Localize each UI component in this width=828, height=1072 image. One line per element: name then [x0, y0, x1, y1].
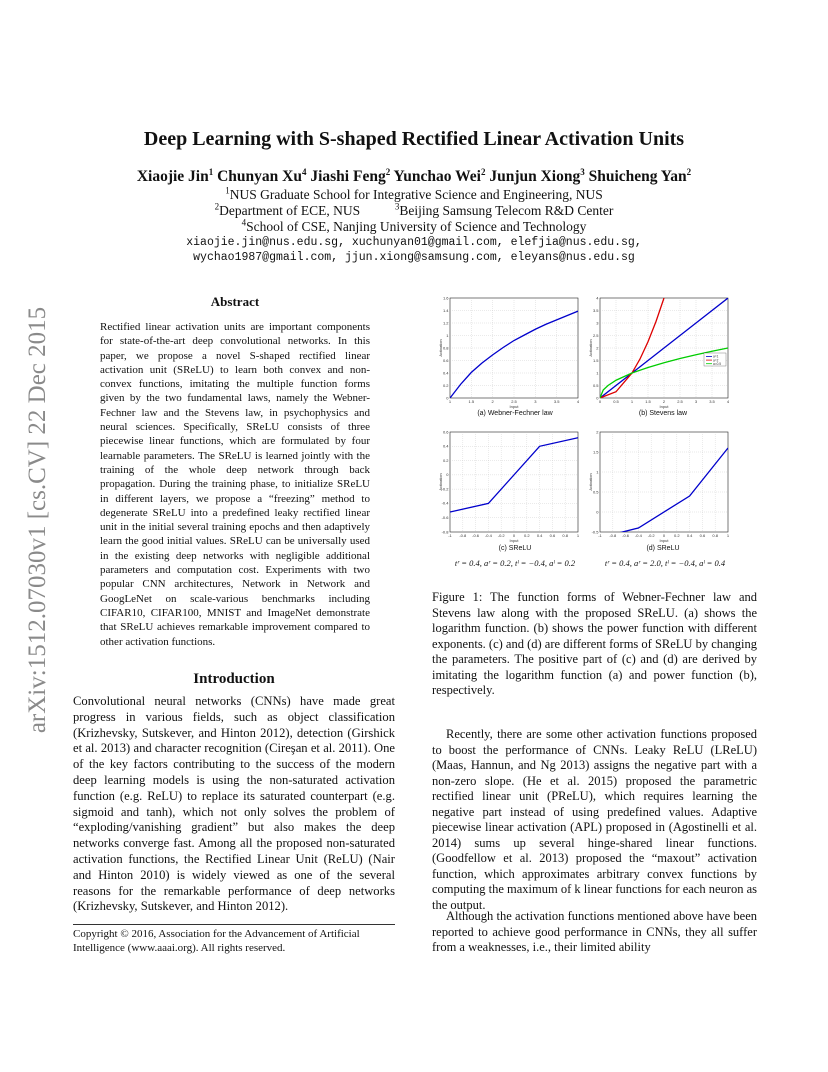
x-tick-label: 0.2	[674, 533, 680, 538]
y-axis-label: Activation	[588, 339, 593, 357]
y-tick-label: 1.4	[442, 307, 449, 313]
y-axis-label: Activation	[438, 339, 443, 357]
affiliation: $^1$NUS Graduate School for Integrative Science and Engineering, NUS	[225, 185, 603, 202]
x-tick-label: 1	[576, 533, 580, 538]
y-tick-label: 3	[596, 320, 599, 326]
x-tick-label: 0.5	[613, 399, 619, 404]
email-line: xiaojie.jin@nus.edu.sg, xuchunyan01@gmail.com, elefjia@nus.edu.sg,	[186, 236, 642, 249]
y-tick-label: 0	[596, 395, 599, 401]
chart-svg	[440, 430, 590, 542]
x-tick-label: -0.2	[647, 533, 655, 538]
y-tick-label: 0.2	[442, 382, 449, 388]
abstract-heading: Abstract	[210, 294, 260, 309]
chart-svg	[440, 296, 590, 408]
introduction-heading: Introduction	[193, 671, 275, 687]
author: Xiaojie Jin$^1$	[136, 166, 214, 185]
x-tick-label: 4	[726, 399, 730, 404]
body-paragraph: Although the activation functions mentioned above have been reported to achieve good performance in CNNs, they all suffer from a weaknesses, i.e., their limited ability	[432, 909, 757, 954]
y-axis-label: Activation	[588, 473, 593, 491]
x-axis-label: Input	[659, 538, 669, 543]
y-axis-label: Activation	[438, 473, 443, 491]
y-tick-label: 0.4	[442, 443, 449, 449]
x-tick-label: -0.8	[459, 533, 467, 538]
chart-svg	[590, 430, 740, 542]
x-tick-label: 2	[491, 399, 494, 404]
legend-label: a=1	[713, 354, 719, 359]
paper-title: Deep Learning with S-shaped Rectified Linear Activation Units	[143, 128, 685, 150]
y-tick-label: -0.6	[441, 515, 449, 521]
chart-d	[590, 430, 740, 542]
arxiv-stamp-text: arXiv:1512.07030v1 [cs.CV] 22 Dec 2015	[24, 306, 51, 734]
y-tick-label: 1	[446, 332, 449, 338]
subfigure-label-a: (a) Webner-Fechner law	[477, 410, 553, 417]
x-tick-label: -0.6	[622, 533, 630, 538]
y-tick-label: 0.5	[592, 382, 599, 388]
author: Junjun Xiong$^3$	[489, 166, 585, 185]
author: Chunyan Xu$^4$	[217, 166, 307, 185]
x-tick-label: -0.4	[634, 533, 642, 538]
x-tick-label: 0.8	[562, 533, 568, 538]
chart-a	[440, 296, 590, 408]
x-tick-label: 1	[726, 533, 730, 538]
y-tick-label: 1.2	[442, 320, 449, 326]
author: Jiashi Feng$^2$	[310, 166, 391, 185]
y-tick-label: 1.5	[592, 449, 599, 455]
author: Yunchao Wei$^2$	[393, 166, 486, 185]
affiliation: $^2$Department of ECE, NUS $^3$Beijing Samsung Telecom R&D Center	[214, 201, 614, 218]
x-tick-label: 0.4	[686, 533, 693, 538]
y-tick-label: 1	[596, 469, 599, 475]
x-tick-label: 3.5	[553, 399, 560, 404]
subfigure-label-b: (b) Stevens law	[638, 410, 688, 417]
y-tick-label: -0.4	[441, 500, 449, 506]
x-tick-label: 2.5	[677, 399, 683, 404]
x-tick-label: -0.6	[472, 533, 480, 538]
chart-c	[440, 430, 590, 542]
legend-label: a=2	[713, 358, 719, 363]
x-axis-label: Input	[659, 404, 669, 409]
email-line: wychao1987@gmail.com, jjun.xiong@samsung.com, eleyans@nus.edu.sg	[193, 251, 635, 264]
x-tick-label: -0.8	[609, 533, 617, 538]
y-tick-label: 0.8	[442, 345, 449, 351]
x-tick-label: 1.5	[468, 399, 475, 404]
y-tick-label: 0.2	[442, 457, 449, 463]
x-axis-label: Input	[509, 404, 519, 409]
x-tick-label: 0.8	[712, 533, 718, 538]
y-tick-label: 1.5	[592, 357, 599, 363]
body-paragraph: Recently, there are some other activation functions proposed to boost the performance of CNNs. Leaky ReLU (LReLU) (Maas, Hannun, and Ng 2013) assigns the negative part with a non-zero slope. (He et al. 2015) proposed the parametric rectified linear unit (PReLU), which requires learning the negative part instead of using predefined values. Adaptive piecewise linear activation (APL) proposed in (Agostinelli et al. 2014) sums up several hinge-shared linear functions. (Goodfellow et al. 2013) proposed the “maxout” activation function, which approximates arbitrary convex functions by computing the maximum of k linear functions for each neuron as the output.	[432, 727, 757, 912]
chart-svg	[590, 296, 740, 408]
subfigure-label-d: (d) SReLU	[646, 545, 680, 552]
y-tick-label: 2	[596, 345, 599, 351]
x-tick-label: -1	[598, 533, 602, 538]
y-tick-label: 0	[596, 509, 599, 515]
author-list	[0, 168, 828, 186]
y-tick-label: 0.4	[442, 370, 449, 376]
y-tick-label: -0.5	[591, 529, 599, 535]
y-tick-label: 2.5	[592, 332, 599, 338]
y-tick-label: 2	[596, 429, 599, 435]
affiliation: $^4$School of CSE, Nanjing University of Science and Technology	[241, 217, 587, 234]
y-tick-label: -0.8	[441, 529, 449, 535]
chart-b	[590, 296, 740, 408]
legend-label: a=0.5	[713, 361, 722, 366]
params-c: tʳ = 0.4, aʳ = 0.2, tˡ = −0.4, aˡ = 0.2	[454, 558, 576, 568]
x-tick-label: 3	[694, 399, 698, 404]
x-axis-label: Input	[509, 538, 519, 543]
x-tick-label: 4	[576, 399, 580, 404]
x-tick-label: 0	[512, 533, 516, 538]
y-tick-label: 0	[446, 472, 449, 478]
x-tick-label: 0	[598, 399, 602, 404]
x-tick-label: 0.4	[536, 533, 543, 538]
x-tick-label: 3	[534, 399, 537, 404]
y-tick-label: -0.2	[441, 486, 449, 492]
y-tick-label: 0.5	[592, 489, 599, 495]
y-tick-label: 1	[596, 370, 599, 376]
x-tick-label: 3.5	[709, 399, 715, 404]
introduction-body: Convolutional neural networks (CNNs) have made great progress in various fields, such as object classification (Krizhevsky, Sutskever, and Hinton 2012), detection (Girshick et al. 2013) and character recognition (Cireşan et al. 2011). One of the key factors contributing to the success of the modern deep learning models is using the non-saturated activation function (e.g. ReLU) to replace its saturated counterpart (e.g. sigmoid and tanh), which not only solves the problem of “exploding/vanishing gradient” but also makes the deep networks converge fast. Among all the proposed non-saturated activation functions, the Rectified Linear Unit (ReLU) (Nair and Hinton 2010) is widely viewed as one of the several reasons for the remarkable performance of deep networks (Krizhevsky, Sutskever, and Hinton 2012).	[73, 694, 395, 914]
y-tick-label: 0	[446, 395, 449, 401]
x-tick-label: 1	[630, 399, 634, 404]
x-tick-label: 0.2	[524, 533, 530, 538]
x-tick-label: -0.4	[484, 533, 492, 538]
y-tick-label: 4	[596, 295, 599, 301]
x-tick-label: 2	[662, 399, 666, 404]
figure-caption: Figure 1: The function forms of Webner-Fechner law and Stevens law along with the proposed SReLU. (a) shows the logarithm function. (b) shows the power function with different exponents. (c) and (d) are different forms of SReLU by changing the parameters. The positive part of (c) and (d) are derived by imitating the logarithm function (a) and power function (b), respectively.	[432, 590, 758, 697]
arxiv-stamp	[18, 270, 58, 770]
x-tick-label: 0.6	[549, 533, 556, 538]
x-tick-label: 1.5	[645, 399, 651, 404]
x-tick-label: 1	[448, 399, 452, 404]
y-tick-label: 3.5	[592, 307, 599, 313]
x-tick-label: 2.5	[511, 399, 517, 404]
y-tick-label: 1.6	[442, 295, 449, 301]
x-tick-label: -0.2	[497, 533, 505, 538]
x-tick-label: 0	[662, 533, 666, 538]
params-d: tʳ = 0.4, aʳ = 2.0, tˡ = −0.4, aˡ = 0.4	[604, 558, 726, 568]
x-tick-label: -1	[448, 533, 452, 538]
abstract-body: Rectified linear activation units are important components for state-of-the-art deep convolutional networks. In this paper, we propose a novel S-shaped rectified linear activation unit (SReLU) to learn both convex and non-convex functions, imitating the multiple function forms given by the two fundamental laws, namely the Webner-Fechner law and the Stevens law, in psychophysics and neural sciences. Specifically, SReLU consists of three piecewise linear functions, which are formulated by four learnable parameters. The SReLU is learned jointly with the training of the whole deep network through back propagation. During the training phase, to initialize SReLU in different layers, we propose a “freezing” method to degenerate SReLU into a predefined leaky rectified linear unit in the initial several training epochs and then adaptively learn the good initial values. SReLU can be universally used in the existing deep networks with negligible additional parameters and computation cost. Experiments with two popular CNN architectures, Network in Network and GoogLeNet on scale-various benchmarks including CIFAR10, CIFAR100, MNIST and ImageNet demonstrate that SReLU achieves remarkable improvement compared to other activation functions.	[100, 321, 370, 648]
author: Shuicheng Yan$^2$	[588, 166, 692, 185]
y-tick-label: 0.6	[442, 357, 449, 363]
y-tick-label: 0.6	[442, 429, 449, 435]
subfigure-label-c: (c) SReLU	[498, 545, 532, 552]
copyright-note: Copyright © 2016, Association for the Advancement of Artificial Intelligence (www.aaai.org). All rights reserved.	[73, 924, 395, 955]
x-tick-label: 0.6	[699, 533, 706, 538]
